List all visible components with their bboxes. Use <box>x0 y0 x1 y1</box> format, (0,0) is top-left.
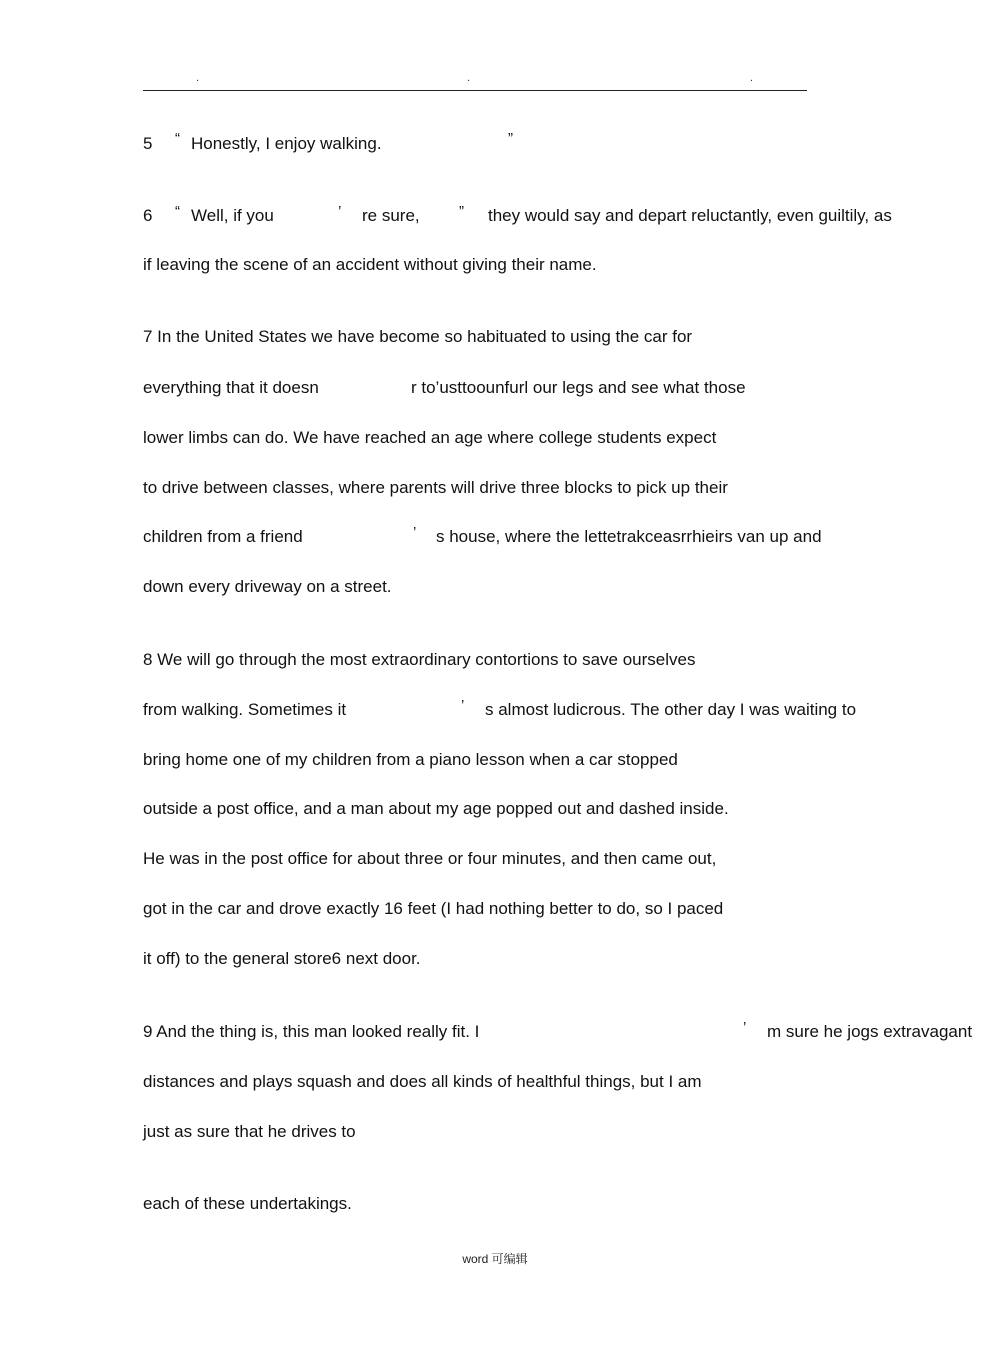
paragraph-text-segment: they would say and depart reluctantly, even guiltily, as <box>488 206 892 225</box>
apostrophe: ’ <box>743 1019 747 1036</box>
apostrophe: ’ <box>338 203 342 220</box>
paragraph-line: just as sure that he drives to <box>143 1122 356 1141</box>
paragraph-line: 7 In the United States we have become so habituated to using the car for <box>143 327 693 346</box>
paragraph-text-segment: 9 And the thing is, this man looked really fit. I <box>143 1022 480 1041</box>
paragraph-line: outside a post office, and a man about my age popped out and dashed inside. <box>143 799 729 818</box>
paragraph-text-segment: s almost ludicrous. The other day I was waiting to <box>485 700 857 719</box>
paragraph-text-segment: re sure, <box>362 206 420 225</box>
header-dot-center: . <box>467 72 471 84</box>
header-dot-left: . <box>196 72 200 84</box>
paragraph-line: to drive between classes, where parents will drive three blocks to pick up their <box>143 478 728 497</box>
paragraph-text-segment: Well, if you <box>191 206 274 225</box>
header-dot-right: . <box>750 72 754 84</box>
paragraph-number: 6 <box>143 206 153 225</box>
paragraph-number: 5 <box>143 134 153 153</box>
paragraph-line: it off) to the general store6 next door. <box>143 949 421 968</box>
header-rule <box>143 90 807 91</box>
paragraph-text-segment: from walking. Sometimes it <box>143 700 347 719</box>
paragraph-line: bring home one of my children from a piano lesson when a car stopped <box>143 750 678 769</box>
paragraph-line: 8 We will go through the most extraordinary contortions to save ourselves <box>143 650 696 669</box>
open-quote: “ <box>175 203 180 220</box>
close-quote: ” <box>459 203 464 220</box>
open-quote: “ <box>175 130 180 147</box>
apostrophe: ’ <box>461 697 465 714</box>
paragraph-text-segment: everything that it doesn <box>143 378 319 397</box>
paragraph-text-segment: children from a friend <box>143 527 303 546</box>
paragraph-line: if leaving the scene of an accident without giving their name. <box>143 255 597 274</box>
paragraph-line: distances and plays squash and does all kinds of healthful things, but I am <box>143 1072 702 1091</box>
apostrophe: ’ <box>413 524 417 541</box>
paragraph-line: down every driveway on a street. <box>143 577 392 596</box>
paragraph-text-segment: m sure he jogs extravagant <box>767 1022 973 1041</box>
paragraph-text: Honestly, I enjoy walking. <box>191 134 382 153</box>
paragraph-line: lower limbs can do. We have reached an age where college students expect <box>143 428 717 447</box>
close-quote: ” <box>508 130 513 147</box>
paragraph-line: got in the car and drove exactly 16 feet (I had nothing better to do, so I paced <box>143 899 724 918</box>
page-footer: word 可编辑 <box>462 1252 528 1266</box>
paragraph-line: each of these undertakings. <box>143 1194 352 1213</box>
paragraph-line: He was in the post office for about three or four minutes, and then came out, <box>143 849 717 868</box>
paragraph-text-segment: r to’usttoounfurl our legs and see what those <box>411 378 746 397</box>
paragraph-text-segment: s house, where the lettetrakceasrrhieirs van up and <box>436 527 822 546</box>
